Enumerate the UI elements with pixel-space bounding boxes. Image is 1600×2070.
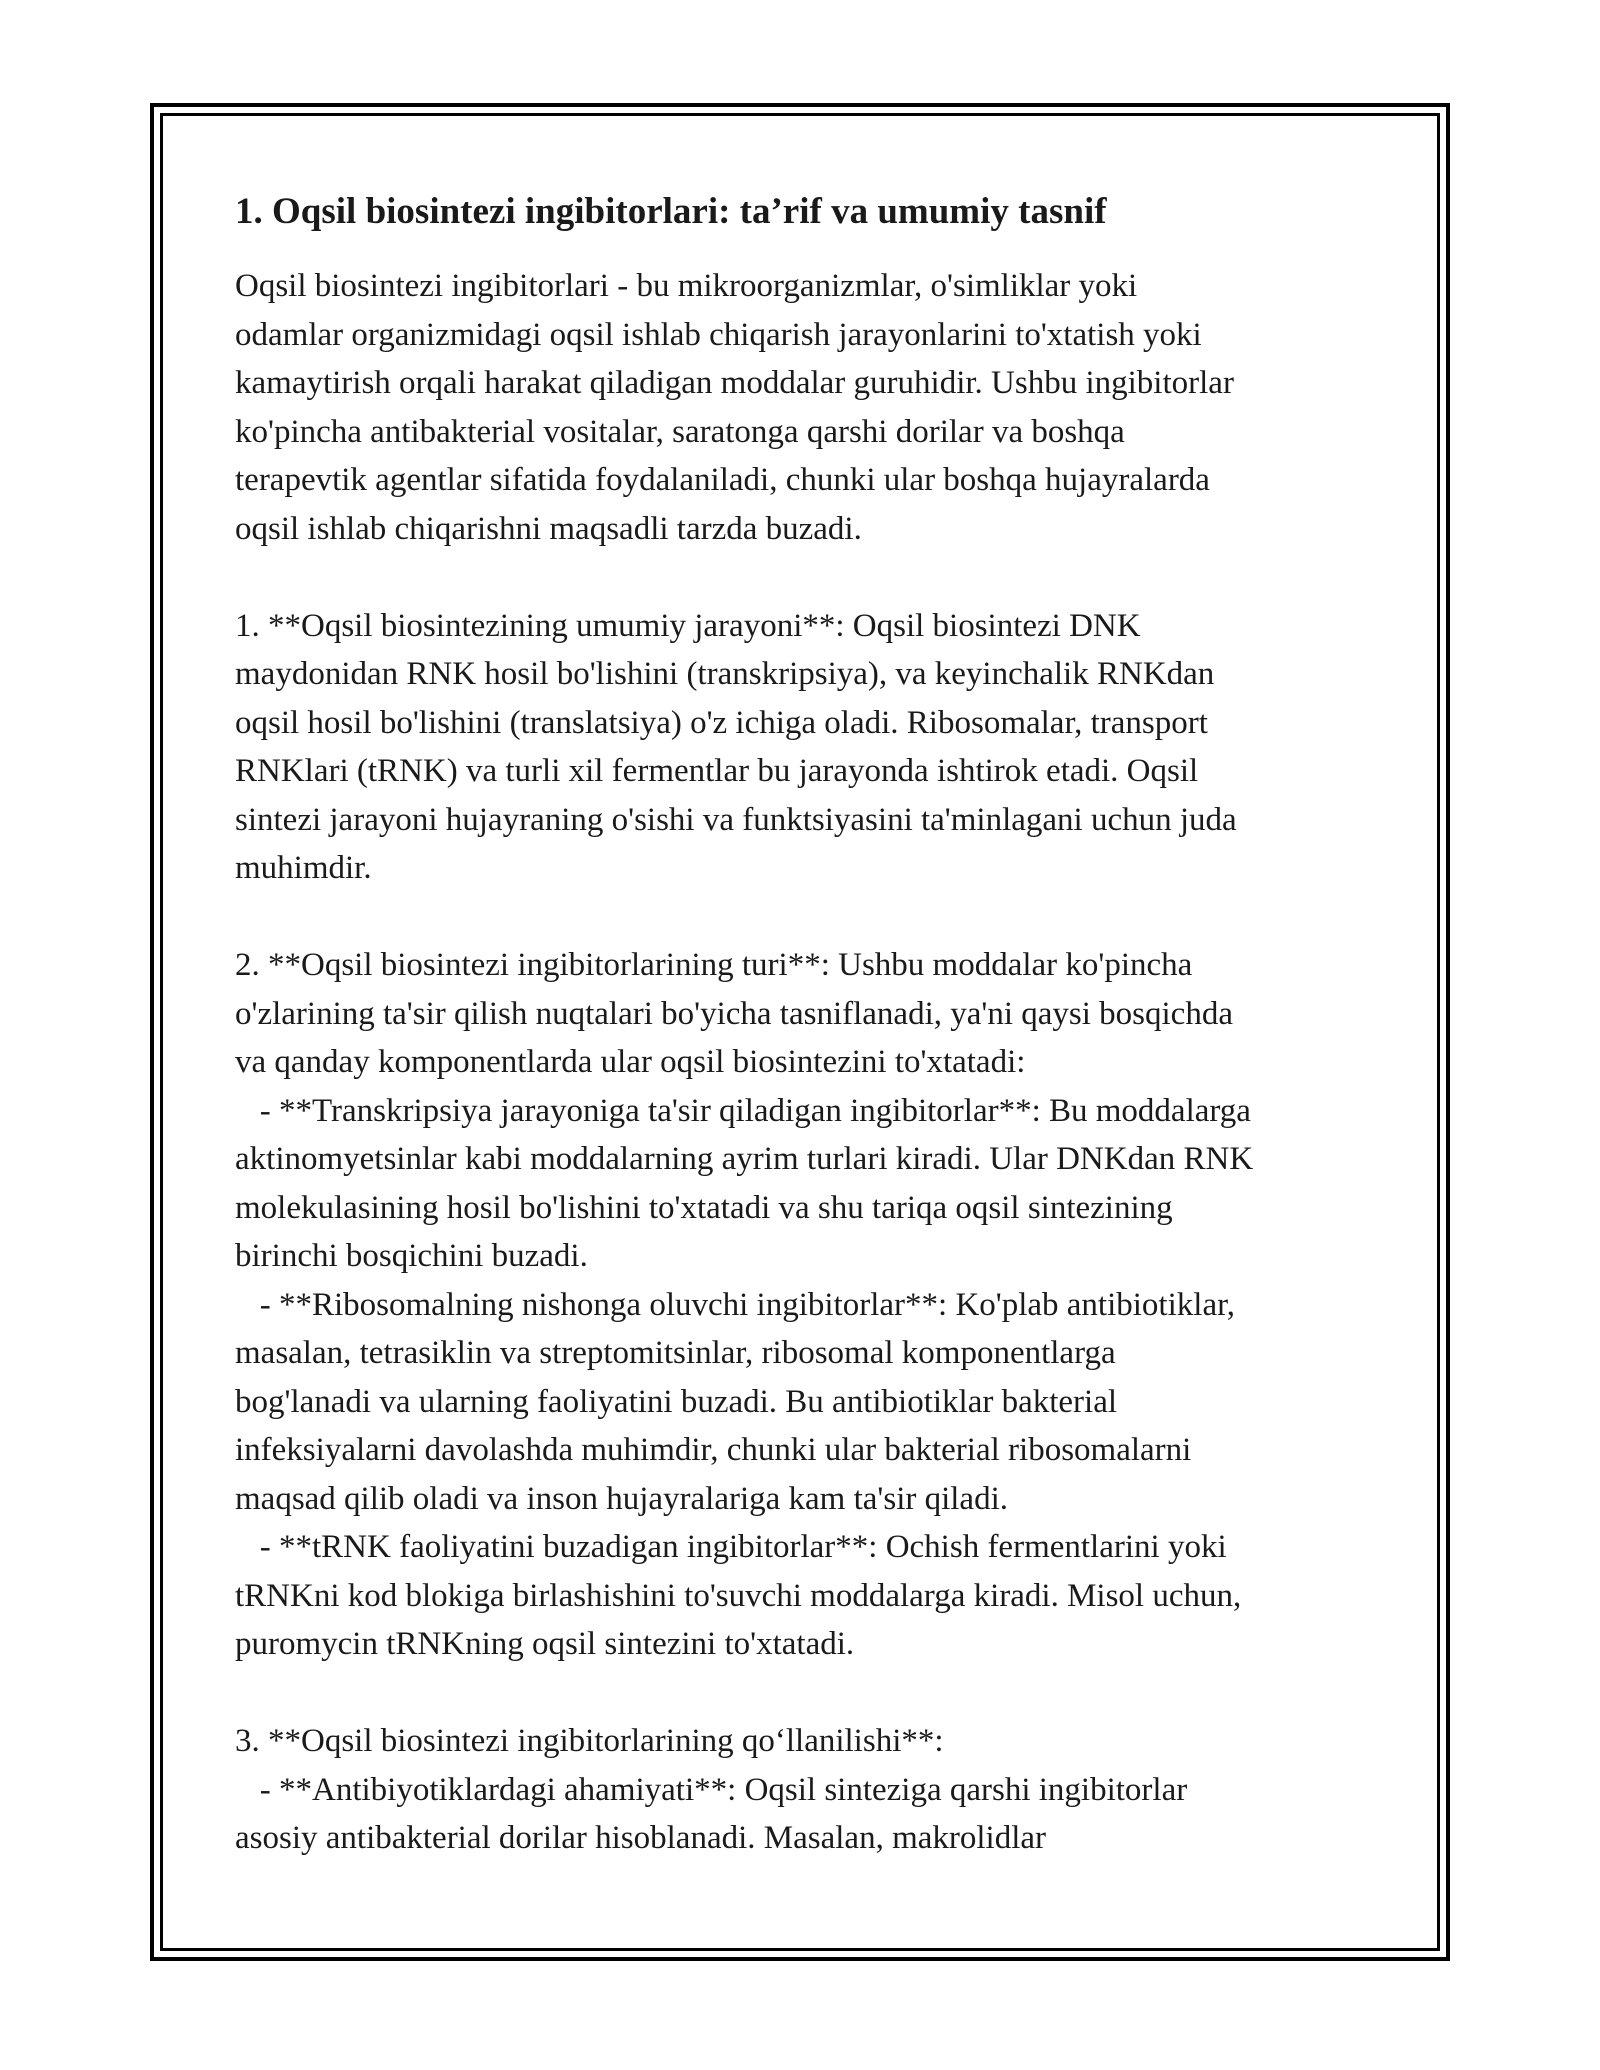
text-line: o'zlarining ta'sir qilish nuqtalari bo'yicha tasniflanadi, ya'ni qaysi bosqichda: [235, 995, 1233, 1032]
text-line: tRNKni kod blokiga birlashishini to'suvchi moddalarga kiradi. Misol uchun,: [235, 1577, 1242, 1614]
text-line: - **Antibiyotiklardagi ahamiyati**: Oqsil sinteziga qarshi ingibitorlar: [235, 1771, 1188, 1808]
text-line: 1. **Oqsil biosintezining umumiy jarayoni**: Oqsil biosintezi DNK: [235, 607, 1141, 644]
section-1-paragraph: [235, 602, 1385, 893]
section-2-paragraph: [235, 941, 1385, 1669]
section-3-paragraph: [235, 1717, 1385, 1863]
text-line: ko'pincha antibakterial vositalar, saratonga qarshi dorilar va boshqa: [235, 413, 1125, 450]
text-line: va qanday komponentlarda ular oqsil biosintezini to'xtatadi:: [235, 1044, 1026, 1080]
text-line: - **tRNK faoliyatini buzadigan ingibitorlar**: Ochish fermentlarini yoki: [235, 1529, 1227, 1565]
text-line: maydonidan RNK hosil bo'lishini (transkripsiya), va keyinchalik RNKdan: [235, 656, 1215, 692]
text-line: - **Transkripsiya jarayoniga ta'sir qiladigan ingibitorlar**: Bu moddalarga: [235, 1092, 1251, 1129]
paragraph-gap: [235, 893, 1385, 942]
document-body: [235, 188, 1385, 1863]
text-line: muhimdir.: [235, 850, 372, 886]
section-heading: 1. Oqsil biosintezi ingibitorlari: ta’rif va umumiy tasnif: [235, 191, 1107, 232]
text-line: - **Ribosomalning nishonga oluvchi ingibitorlar**: Ko'plab antibiotiklar,: [235, 1286, 1236, 1323]
text-line: Oqsil biosintezi ingibitorlari - bu mikroorganizmlar, o'simliklar yoki: [235, 268, 1138, 304]
text-line: odamlar organizmidagi oqsil ishlab chiqarish jarayonlarini to'xtatish yoki: [235, 316, 1202, 353]
text-line: kamaytirish orqali harakat qiladigan moddalar guruhidir. Ushbu ingibitorlar: [235, 365, 1234, 401]
text-line: sintezi jarayoni hujayraning o'sishi va funktsiyasini ta'minlagani uchun juda: [235, 801, 1237, 838]
text-line: 3. **Oqsil biosintezi ingibitorlarining qo‘llanilishi**:: [235, 1723, 944, 1759]
text-line: infeksiyalarni davolashda muhimdir, chunki ular bakterial ribosomalarni: [235, 1432, 1192, 1468]
text-line: puromycin tRNKning oqsil sintezini to'xtatadi.: [235, 1626, 855, 1662]
text-line: oqsil ishlab chiqarishni maqsadli tarzda buzadi.: [235, 510, 862, 547]
paragraph-gap: [235, 553, 1385, 602]
text-line: terapevtik agentlar sifatida foydalaniladi, chunki ular boshqa hujayralarda: [235, 462, 1210, 498]
text-line: aktinomyetsinlar kabi moddalarning ayrim turlari kiradi. Ular DNKdan RNK: [235, 1141, 1254, 1177]
text-line: bog'lanadi va ularning faoliyatini buzadi. Bu antibiotiklar bakterial: [235, 1383, 1118, 1420]
text-line: masalan, tetrasiklin va streptomitsinlar, ribosomal komponentlarga: [235, 1335, 1116, 1371]
text-line: maqsad qilib oladi va inson hujayralariga kam ta'sir qiladi.: [235, 1480, 1009, 1517]
text-line: 2. **Oqsil biosintezi ingibitorlarining turi**: Ushbu moddalar ko'pincha: [235, 947, 1193, 983]
text-line: RNKlari (tRNK) va turli xil fermentlar bu jarayonda ishtirok etadi. Oqsil: [235, 753, 1199, 789]
text-line: asosiy antibakterial dorilar hisoblanadi. Masalan, makrolidlar: [235, 1820, 1047, 1856]
text-line: molekulasining hosil bo'lishini to'xtatadi va shu tariqa oqsil sintezining: [235, 1189, 1173, 1226]
text-line: birinchi bosqichini buzadi.: [235, 1238, 588, 1274]
paragraph-gap: [235, 1669, 1385, 1718]
text-line: oqsil hosil bo'lishini (translatsiya) o'z ichiga oladi. Ribosomalar, transport: [235, 704, 1208, 741]
intro-paragraph: [235, 262, 1385, 553]
